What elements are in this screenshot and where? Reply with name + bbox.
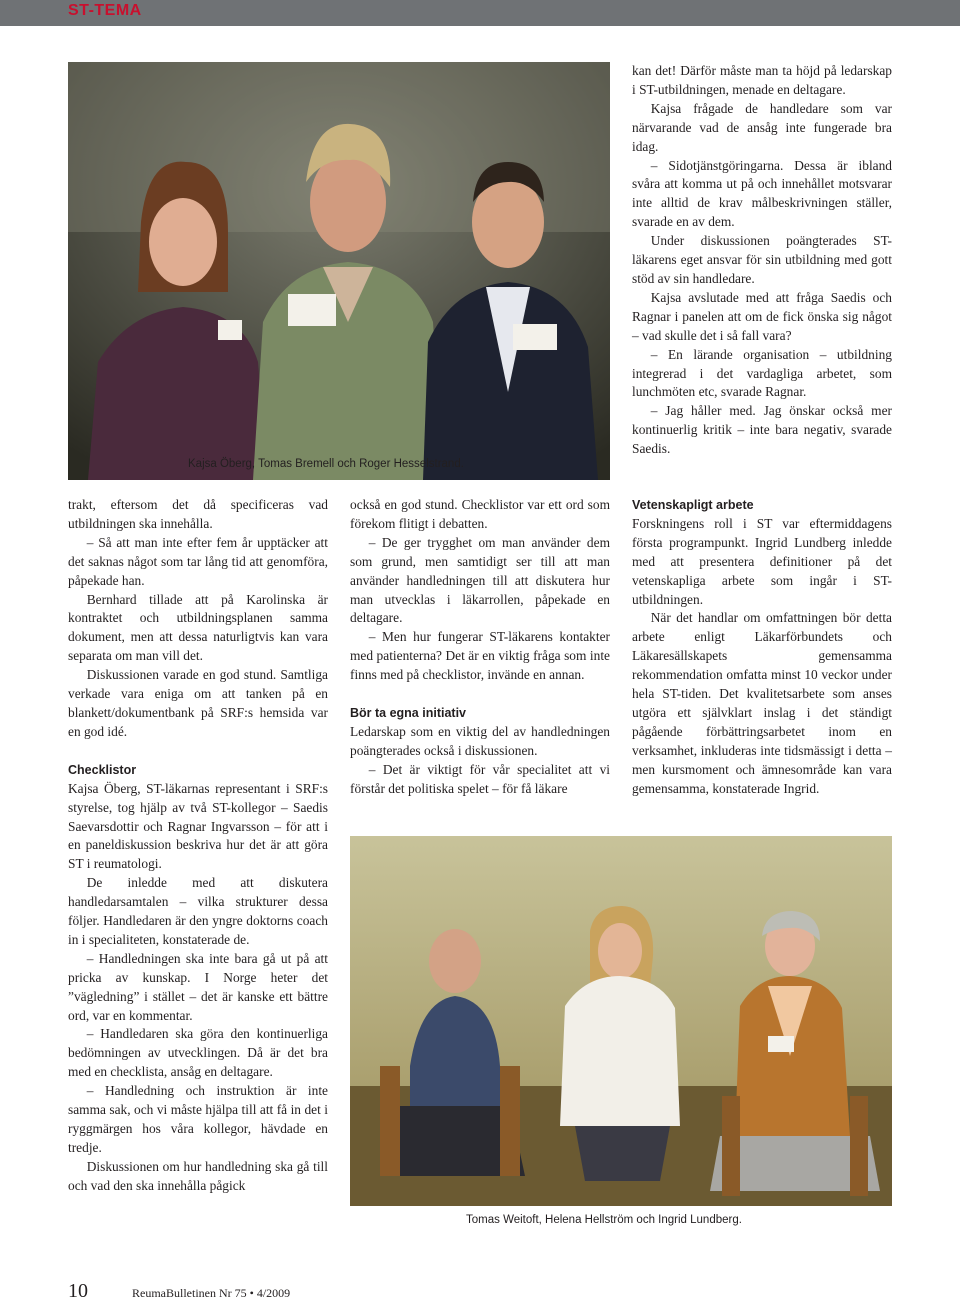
section-heading: Vetenskapligt arbete [632, 498, 754, 512]
paragraph: Kajsa frågade de handledare som var närvarande vad de ansåg inte fungerade bra idag. [632, 100, 892, 154]
section-label: ST-TEMA [68, 2, 142, 19]
paragraph: trakt, eftersom det då specificeras vad utbildningen ska innehålla. [68, 497, 328, 531]
paragraph: Ledarskap som en viktig del av handledningen poängterades också i diskussionen. [350, 723, 610, 758]
paragraph: – Så att man inte efter fem år upptäcker att det saknas något som tar lång tid att genomföra, påpekade han. [68, 534, 328, 588]
publication-info: ReumaBulletinen Nr 75 • 4/2009 [132, 1286, 291, 1300]
page-number: 10 [68, 1280, 88, 1302]
paragraph: också en god stund. Checklistor var ett ord som förekom flitigt i debatten. [350, 497, 610, 531]
paragraph: Diskussionen om hur handledning ska gå till och vad den ska innehålla pågick [68, 1158, 328, 1193]
photo1-caption: Kajsa Öberg, Tomas Bremell och Roger Hesselstrand. [188, 458, 464, 470]
paragraph: – Handledning och instruktion är inte samma sak, och vi måste hjälpa till att få in det i ryggmärgen hos våra kollegor, hävdade en tredje. [68, 1083, 328, 1155]
panel-photo-illustration [350, 836, 892, 1206]
paragraph: – Men hur fungerar ST-läkarens kontakter med patienterna? Det är en viktig fråga som inte finns med på checklistor, invände en annan. [350, 629, 610, 683]
paragraph: – Det är viktigt för vår specialitet att vi förstår det politiska spelet – för få läkare [350, 761, 610, 796]
paragraph: Forskningens roll i ST var eftermiddagens första programpunkt. Ingrid Lundberg inledde med att presentera definitioner på det vetenskapliga arbete som ingår i ST-utbildningen. [632, 515, 892, 607]
paragraph: Bernhard tillade att på Karolinska är kontraktet och utbildningsplanen samma dokument, men att dessa naturligtvis kan vara separata om man vill det. [68, 591, 328, 664]
right-top-column [632, 62, 892, 459]
section-header-bar [0, 0, 960, 26]
paragraph: – Sidotjänstgöringarna. Dessa är ibland svåra att komma ut på och innehållet motsvarar inte alltid de krav målbeskrivningen ställer, svarade en av dem. [632, 157, 892, 230]
photo-three-people [68, 62, 610, 480]
paragraph: – Jag håller med. Jag önskar också mer kontinuerlig kritik – inte bara negativ, svarade Saedis. [632, 403, 892, 457]
paragraph: Kajsa Öberg, ST-läkarnas representant i SRF:s styrelse, tog hjälp av två ST-kollegor – Saedis Saevarsdottir och Ragnar Ingvarsson – för att i en paneldiskussion beskriva hur det är att göra ST i reumatologi. [68, 780, 328, 872]
paragraph: När det handlar om omfattningen bör detta arbete enligt Läkarförbundets och Läkaresällskapets gemensamma rekommendation omfatta minst 10 veckor under hela ST-tiden. Det kvalitetsarbete som anses utgöra ett självklart inslag i det ständigt pågående förbättringsarbetet inom en verksamhet, inkluderas inte tidsmässigt i detta – men kursmoment och ämnesområde kan vara gemensamma, konstaterade Ingrid. [632, 610, 892, 796]
paragraph: – Handledaren ska göra den kontinuerliga bedömningen av utvecklingen. Då är det bra med en checklista, ansåg en deltagare. [68, 1026, 328, 1080]
paragraph: – En lärande organisation – utbildning integrerad i det vardagliga arbetet, som lunchmöten etc, svarade Ragnar. [632, 346, 892, 400]
paragraph: Diskussionen varade en god stund. Samtliga verkade vara eniga om att tanken på en blankett/dokumentbank på SRF:s hemsida var en god idé. [68, 667, 328, 739]
section-heading: Bör ta egna initiativ [350, 706, 466, 721]
column-1 [68, 496, 328, 1196]
paragraph: kan det! Därför måste man ta höjd på ledarskap i ST-utbildningen, menade en deltagare. [632, 63, 892, 97]
paragraph: De inledde med att diskutera handledarsamtalen – vilka strukturer dessa följer. Handledaren är den yngre doktorns coach in i specialiteten, konstaterade de. [68, 875, 328, 947]
paragraph: Kajsa avslutade med att fråga Saedis och Ragnar i panelen att om de fick önska sig något – vad skulle det i så fall vara? [632, 289, 892, 343]
photo2-caption: Tomas Weitoft, Helena Hellström och Ingrid Lundberg. [466, 1214, 742, 1226]
column-2 [350, 496, 610, 799]
column-3 [632, 496, 892, 799]
paragraph: – Handledningen ska inte bara gå ut på att pricka av kunskap. I Norge heter det ”vägledning” i stället – det är kanske ett bättre ord, var en kommentar. [68, 950, 328, 1023]
photo-panel-discussion [350, 836, 892, 1206]
section-heading: Checklistor [68, 762, 137, 777]
group-photo-illustration [68, 62, 610, 480]
paragraph: – De ger trygghet om man använder dem som grund, men samtidigt ser till att man använder handledningen till att diskutera hur man utvecklas i läkarrollen, påpekade en deltagare. [350, 534, 610, 626]
paragraph: Under diskussionen poängterades ST-läkarens eget ansvar för sin utbildning med gott stöd av sin handledare. [632, 233, 892, 286]
